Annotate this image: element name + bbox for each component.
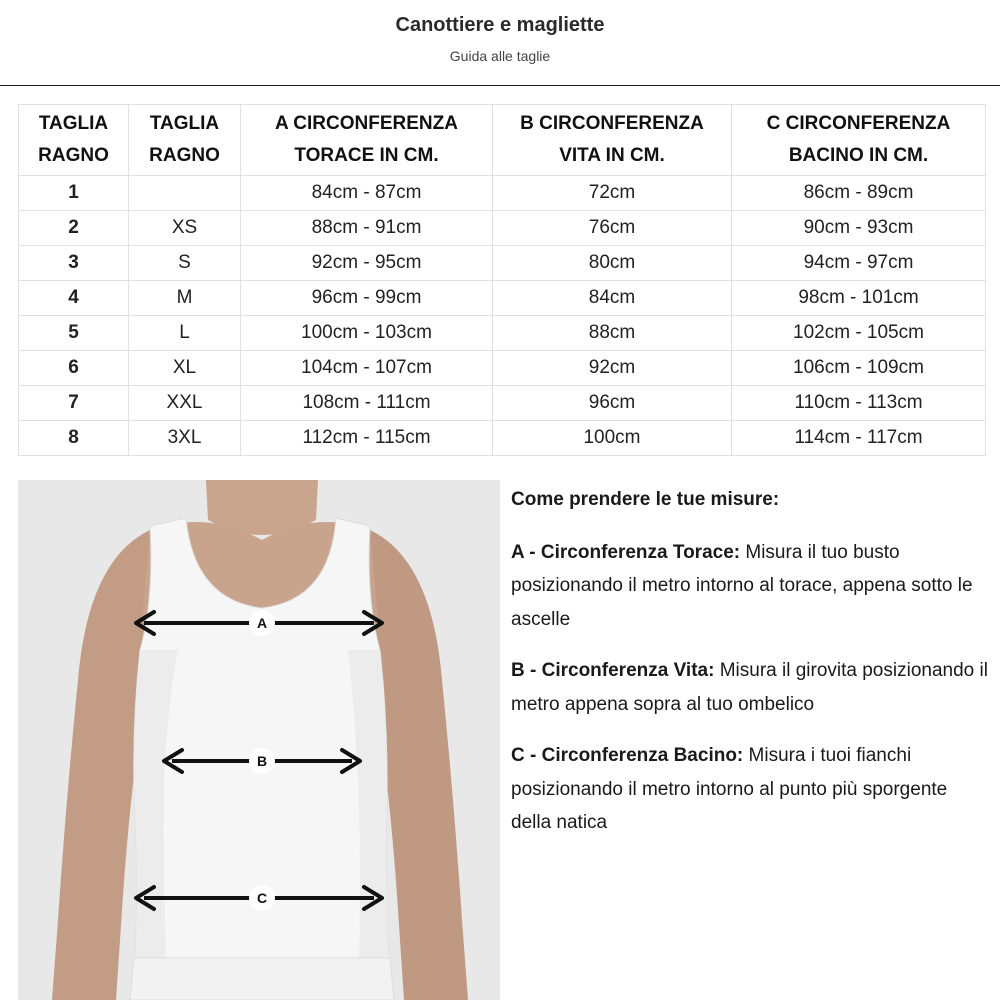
bacino-cell: 98cm - 101cm xyxy=(732,281,986,316)
table-header-row xyxy=(19,105,986,176)
torace-cell: 112cm - 115cm xyxy=(241,421,493,456)
torace-cell: 100cm - 103cm xyxy=(241,316,493,351)
size-number-cell: 6 xyxy=(19,351,129,386)
table-row xyxy=(19,351,986,386)
torace-cell: 108cm - 111cm xyxy=(241,386,493,421)
size-number-cell: 4 xyxy=(19,281,129,316)
instruction-torace xyxy=(511,536,991,637)
marker-c-label: C xyxy=(256,890,268,906)
bacino-cell: 110cm - 113cm xyxy=(732,386,986,421)
size-letter-cell: XS xyxy=(129,211,241,246)
bacino-cell: 94cm - 97cm xyxy=(732,246,986,281)
page-subtitle: Guida alle taglie xyxy=(449,48,551,64)
instruction-text: Misura il tuo busto posizionando il metro intorno al torace, appena sotto le ascelle xyxy=(511,541,973,630)
size-number-cell: 8 xyxy=(19,421,129,456)
table-row xyxy=(19,316,986,351)
torace-cell: 96cm - 99cm xyxy=(241,281,493,316)
vita-cell: 96cm xyxy=(493,386,732,421)
size-letter-cell: L xyxy=(129,316,241,351)
vita-cell: 100cm xyxy=(493,421,732,456)
instruction-vita xyxy=(511,654,991,721)
size-letter-cell: XL xyxy=(129,351,241,386)
torace-cell: 92cm - 95cm xyxy=(241,246,493,281)
table-row xyxy=(19,421,986,456)
vita-cell: 88cm xyxy=(493,316,732,351)
table-row xyxy=(19,386,986,421)
underwear xyxy=(130,958,394,1000)
bacino-cell: 90cm - 93cm xyxy=(732,211,986,246)
table-row xyxy=(19,281,986,316)
size-number-cell: 5 xyxy=(19,316,129,351)
torace-cell: 104cm - 107cm xyxy=(241,351,493,386)
bacino-cell: 114cm - 117cm xyxy=(732,421,986,456)
vita-cell: 84cm xyxy=(493,281,732,316)
instruction-text: Misura il girovita posizionando il metro appena sopra al tuo ombelico xyxy=(511,660,988,715)
size-table xyxy=(18,104,986,456)
instruction-text: Misura i tuoi fianchi posizionando il metro intorno al punto più sporgente della natica xyxy=(511,745,948,833)
instruction-term: A - Circonferenza Torace: xyxy=(511,541,741,563)
vita-cell: 76cm xyxy=(493,211,732,246)
page-header xyxy=(0,0,1000,86)
size-letter-cell: S xyxy=(129,246,241,281)
size-number-cell: 7 xyxy=(19,386,129,421)
size-letter-cell: 3XL xyxy=(129,421,241,456)
table-row xyxy=(19,246,986,281)
torace-cell: 88cm - 91cm xyxy=(241,211,493,246)
table-row xyxy=(19,211,986,246)
measurement-photo xyxy=(18,480,500,1000)
header-divider xyxy=(0,85,1000,86)
instruction-term: C - Circonferenza Bacino: xyxy=(511,745,744,766)
model-illustration xyxy=(18,480,500,1000)
size-letter-cell xyxy=(129,176,241,211)
column-header-bacino: C CIRCONFERENZA BACINO IN CM. xyxy=(732,105,986,176)
column-header-torace: A CIRCONFERENZA TORACE IN CM. xyxy=(241,105,493,176)
column-header-taglia-ragno: TAGLIA RAGNO xyxy=(19,105,129,176)
instructions-heading: Come prendere le tue misure: xyxy=(511,489,780,510)
page-title: Canottiere e magliette xyxy=(395,14,605,36)
column-header-vita: B CIRCONFERENZA VITA IN CM. xyxy=(493,105,732,176)
marker-a-label: A xyxy=(256,615,268,631)
size-number-cell: 2 xyxy=(19,211,129,246)
bacino-cell: 86cm - 89cm xyxy=(732,176,986,211)
vita-cell: 80cm xyxy=(493,246,732,281)
bacino-cell: 106cm - 109cm xyxy=(732,351,986,386)
torace-cell: 84cm - 87cm xyxy=(241,176,493,211)
instruction-bacino xyxy=(511,739,991,840)
size-letter-cell: M xyxy=(129,281,241,316)
bacino-cell: 102cm - 105cm xyxy=(732,316,986,351)
vita-cell: 92cm xyxy=(493,351,732,386)
column-header-taglia-ragno-letter: TAGLIA RAGNO xyxy=(129,105,241,176)
size-number-cell: 3 xyxy=(19,246,129,281)
size-letter-cell: XXL xyxy=(129,386,241,421)
measure-instructions xyxy=(511,483,991,858)
marker-b-label: B xyxy=(256,753,268,769)
instruction-term: B - Circonferenza Vita: xyxy=(511,660,715,681)
table-row xyxy=(19,176,986,211)
size-number-cell: 1 xyxy=(19,176,129,211)
vita-cell: 72cm xyxy=(493,176,732,211)
